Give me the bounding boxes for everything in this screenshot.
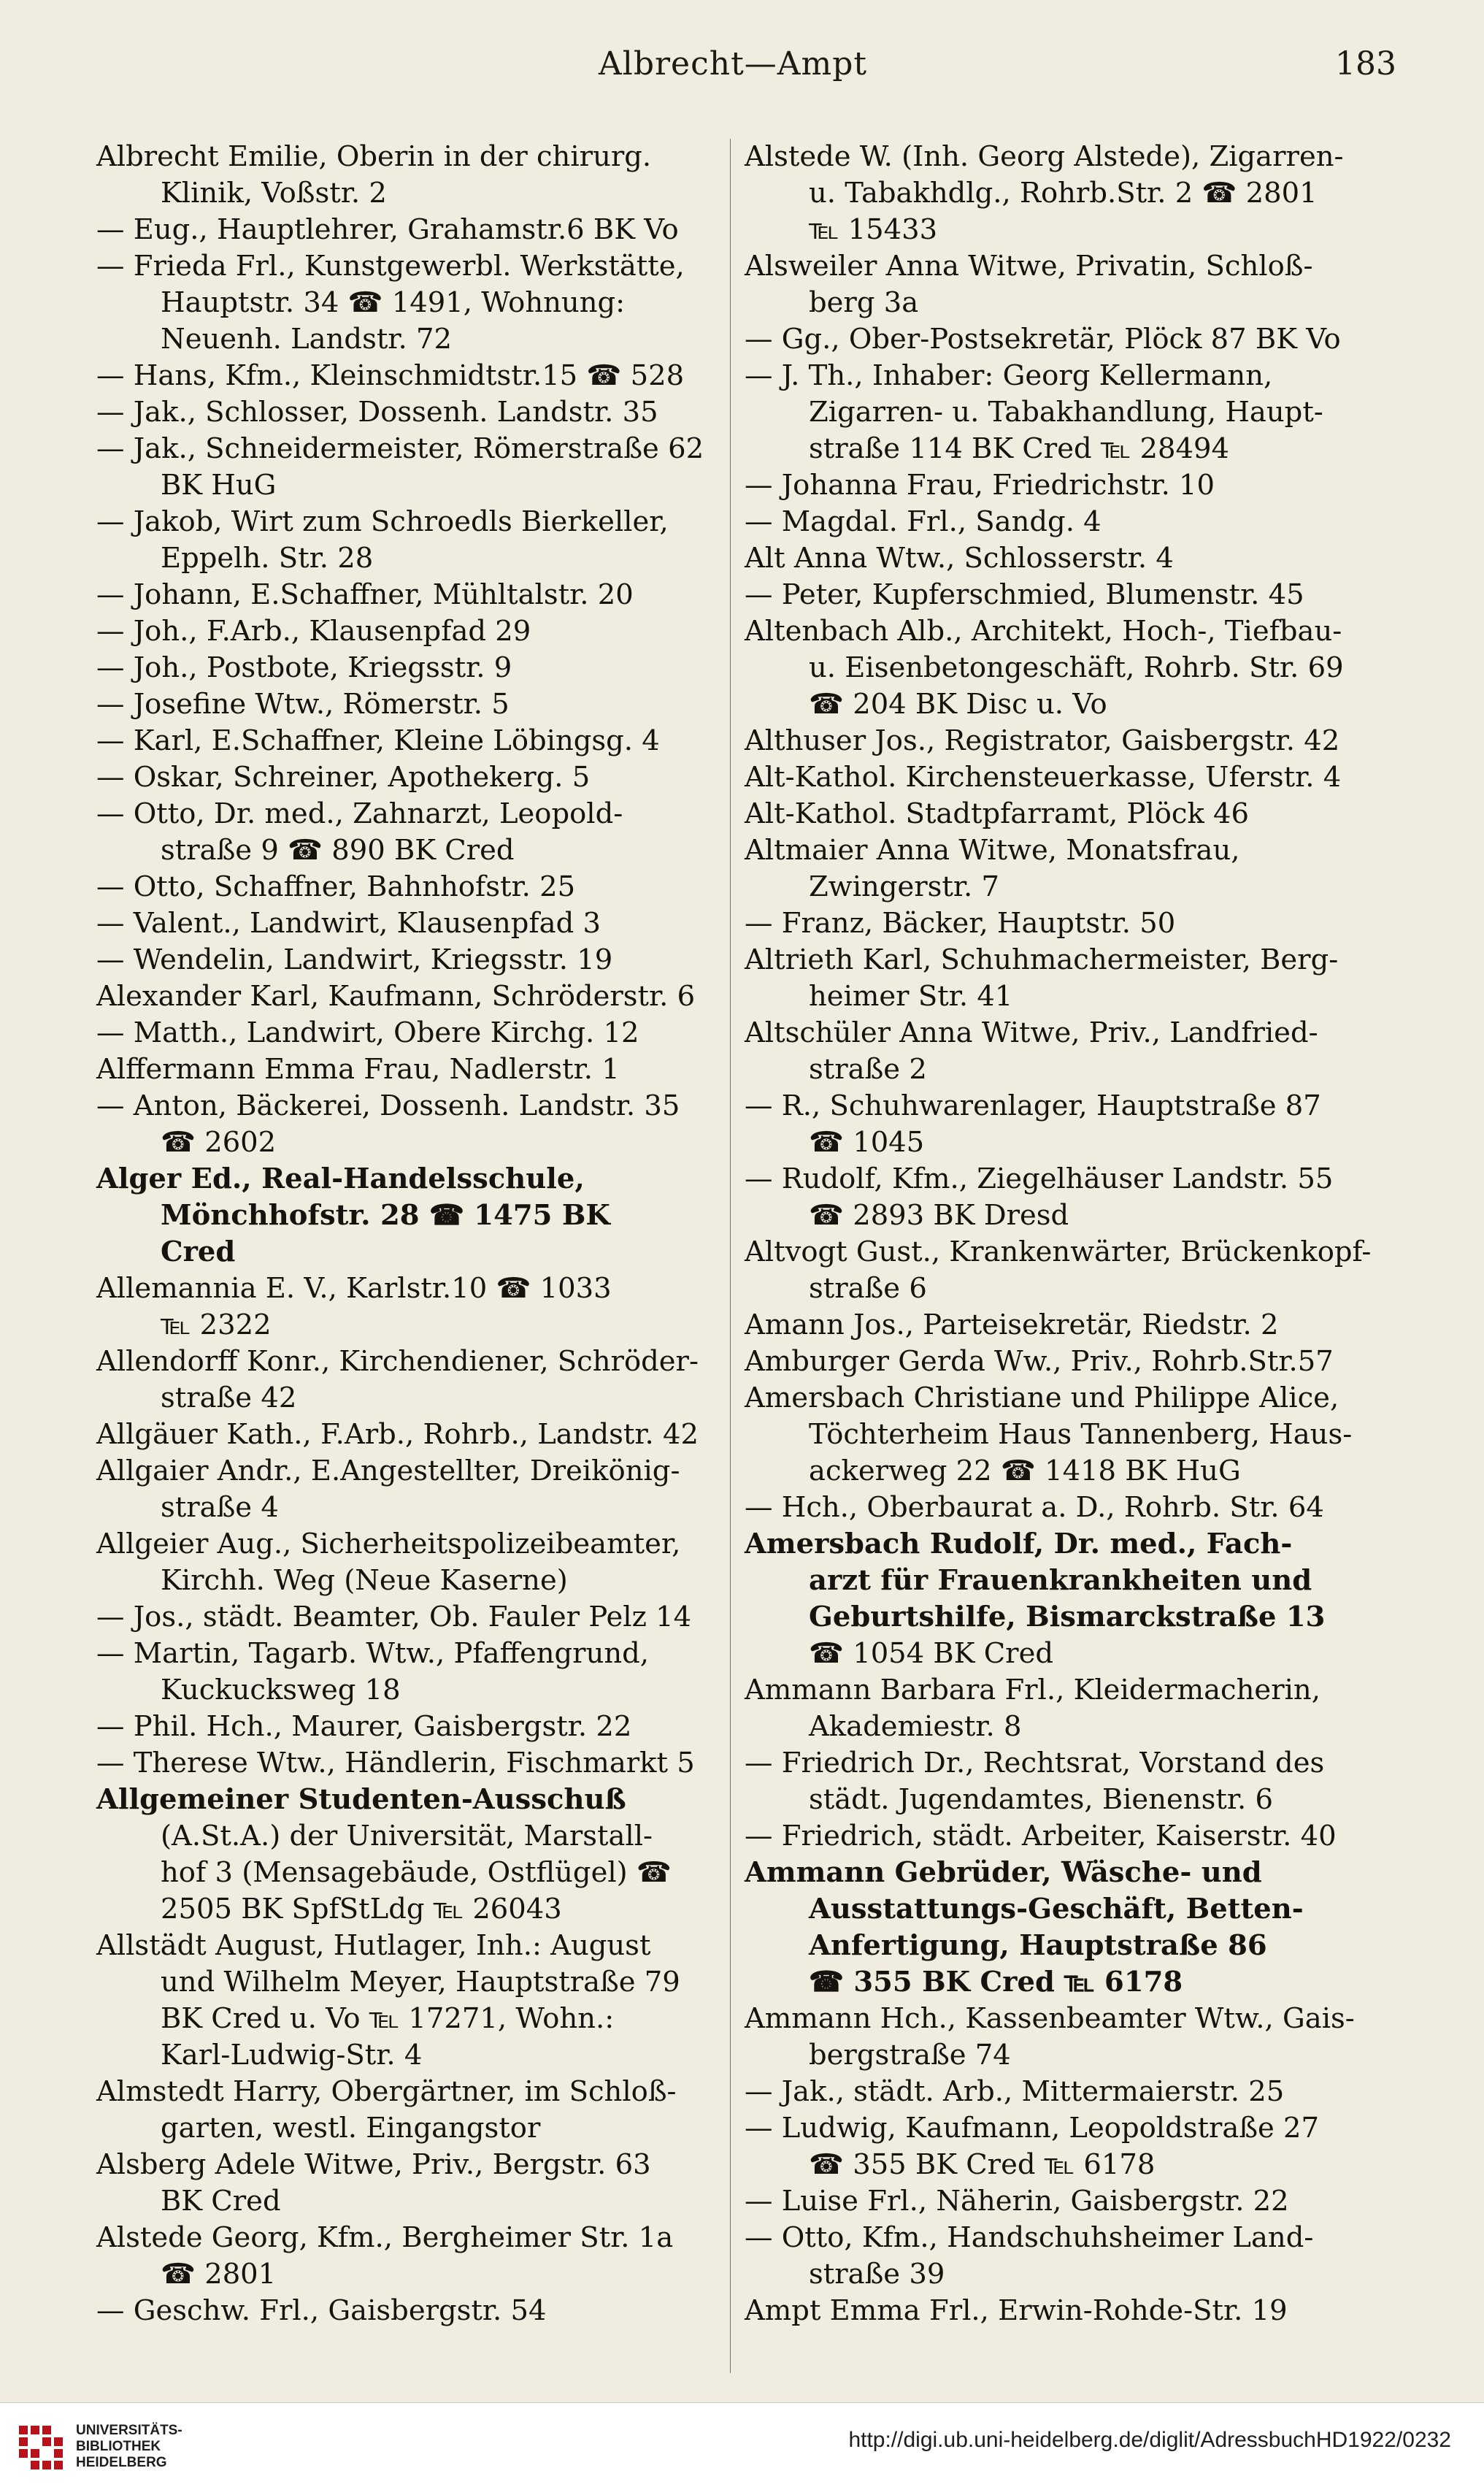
entry-continuation-line: und Wilhelm Meyer, Hauptstraße 79 [161, 1966, 680, 1999]
directory-entry [96, 1636, 723, 1709]
entry-line: — R., Schuhwarenlager, Hauptstraße 87 [745, 1089, 1321, 1122]
entry-continuation-line: straße 2 [809, 1053, 927, 1086]
entry-line: Altrieth Karl, Schuhmachermeister, Berg- [745, 943, 1339, 976]
entry-line: — Martin, Tagarb. Wtw., Pfaffengrund, [96, 1637, 650, 1670]
entry-continuation-line: ℡ 15433 [809, 213, 938, 246]
directory-entry [96, 1599, 723, 1636]
entry-line: Allgäuer Kath., F.Arb., Rohrb., Landstr. 42 [96, 1418, 699, 1451]
entry-continuation-line: Anfertigung, Hauptstraße 86 [809, 1929, 1267, 1962]
entry-line: — Franz, Bäcker, Hauptstr. 50 [745, 907, 1176, 940]
directory-entry [745, 2110, 1372, 2183]
directory-entry [96, 723, 723, 759]
entry-continuation-line: Zigarren- u. Tabakhandlung, Haupt- [809, 396, 1323, 429]
entry-line: Alffermann Emma Frau, Nadlerstr. 1 [96, 1053, 620, 1086]
directory-entry [745, 1307, 1372, 1344]
entry-continuation-line: Hauptstr. 34 ☎ 1491, Wohnung: [161, 286, 626, 319]
entry-line: — Eug., Hauptlehrer, Grahamstr.6 BK Vo [96, 213, 679, 246]
library-logo-icon [16, 2423, 66, 2471]
entry-line: — Gg., Ober-Postsekretär, Plöck 87 BK Vo [745, 323, 1341, 356]
directory-entry [745, 905, 1372, 942]
directory-entry [745, 1855, 1372, 2001]
entry-continuation-line: Zwingerstr. 7 [809, 870, 1000, 903]
directory-entry [745, 2074, 1372, 2110]
directory-entry [96, 212, 723, 248]
entry-continuation-line: straße 39 [809, 2258, 945, 2291]
directory-entry [96, 2147, 723, 2220]
entry-line: Althuser Jos., Registrator, Gaisbergstr. 42 [745, 724, 1340, 757]
directory-entry [96, 1453, 723, 1526]
entry-line: — J. Th., Inhaber: Georg Kellermann, [745, 359, 1273, 392]
entry-continuation-line: heimer Str. 41 [809, 980, 1013, 1013]
entry-line: Alexander Karl, Kaufmann, Schröderstr. 6 [96, 980, 696, 1013]
entry-line: — Joh., Postbote, Kriegsstr. 9 [96, 651, 512, 684]
directory-entry [745, 1818, 1372, 1855]
entry-line: Allgemeiner Studenten-Ausschuß [96, 1783, 626, 1816]
entry-continuation-line: ☎ 1045 [809, 1126, 925, 1159]
entry-continuation-line: ackerweg 22 ☎ 1418 BK HuG [809, 1455, 1241, 1487]
entry-continuation-line: Cred [161, 1235, 236, 1268]
entry-line: — Johanna Frau, Friedrichstr. 10 [745, 469, 1215, 502]
entry-continuation-line: hof 3 (Mensagebäude, Ostflügel) ☎ [161, 1856, 672, 1889]
entry-continuation-line: berg 3a [809, 286, 919, 319]
directory-entry [96, 869, 723, 905]
entry-line: — Anton, Bäckerei, Dossenh. Landstr. 35 [96, 1089, 680, 1122]
directory-entry [745, 2293, 1372, 2329]
entry-continuation-line: Karl-Ludwig-Str. 4 [161, 2039, 423, 2072]
left-column [96, 139, 723, 2329]
entry-line: — Ludwig, Kaufmann, Leopoldstraße 27 [745, 2112, 1320, 2145]
directory-entry [96, 1088, 723, 1161]
entry-line: — Hch., Oberbaurat a. D., Rohrb. Str. 64 [745, 1491, 1324, 1524]
directory-entry [745, 2220, 1372, 2293]
logo-line: BIBLIOTHEK [76, 2439, 161, 2454]
directory-entry [96, 1782, 723, 1928]
entry-line: — Jakob, Wirt zum Schroedls Bierkeller, [96, 505, 669, 538]
directory-entry [745, 723, 1372, 759]
directory-entry [96, 905, 723, 942]
entry-line: — Johann, E.Schaffner, Mühltalstr. 20 [96, 578, 634, 611]
entry-line: — Friedrich Dr., Rechtsrat, Vorstand des [745, 1747, 1325, 1779]
entry-line: Alt Anna Wtw., Schlosserstr. 4 [745, 542, 1174, 575]
directory-entry [96, 759, 723, 796]
running-head: Albrecht—Ampt [599, 45, 868, 83]
directory-entry [745, 358, 1372, 467]
entry-continuation-line: ☎ 1054 BK Cred [809, 1637, 1053, 1670]
directory-entry [745, 796, 1372, 832]
entry-continuation-line: ☎ 204 BK Disc u. Vo [809, 688, 1107, 721]
entry-line: — Luise Frl., Näherin, Gaisbergstr. 22 [745, 2185, 1289, 2218]
entry-line: Allgaier Andr., E.Angestellter, Dreikönig- [96, 1455, 680, 1487]
directory-entry [96, 577, 723, 613]
directory-entry [96, 1928, 723, 2074]
directory-entry [745, 613, 1372, 723]
directory-entry [96, 1709, 723, 1745]
entry-continuation-line: Töchterheim Haus Tannenberg, Haus- [809, 1418, 1353, 1451]
entry-continuation-line: ☎ 2801 [161, 2258, 277, 2291]
entry-line: Altmaier Anna Witwe, Monatsfrau, [745, 834, 1240, 867]
entry-continuation-line: städt. Jugendamtes, Bienenstr. 6 [809, 1783, 1273, 1816]
directory-entry [745, 759, 1372, 796]
entry-line: — Jak., Schlosser, Dossenh. Landstr. 35 [96, 396, 658, 429]
entry-continuation-line: garten, westl. Eingangstor [161, 2112, 541, 2145]
directory-entry [96, 431, 723, 504]
entry-continuation-line: BK Cred u. Vo ℡ 17271, Wohn.: [161, 2002, 615, 2035]
entry-line: Amann Jos., Parteisekretär, Riedstr. 2 [745, 1308, 1279, 1341]
directory-entry [96, 1271, 723, 1344]
entry-line: — Friedrich, städt. Arbeiter, Kaiserstr. 40 [745, 1820, 1337, 1852]
entry-line: Altvogt Gust., Krankenwärter, Brückenkopf- [745, 1235, 1372, 1268]
directory-entry [96, 978, 723, 1015]
entry-line: — Jos., städt. Beamter, Ob. Fauler Pelz 14 [96, 1601, 692, 1633]
entry-line: Amburger Gerda Ww., Priv., Rohrb.Str.57 [745, 1345, 1334, 1378]
entry-line: Allgeier Aug., Sicherheitspolizeibeamter, [96, 1528, 681, 1560]
entry-line: Alsweiler Anna Witwe, Privatin, Schloß- [745, 250, 1313, 283]
entry-continuation-line: ☎ 355 BK Cred ℡ 6178 [809, 2148, 1156, 2181]
directory-entry [745, 1526, 1372, 1672]
entry-line: — Jak., Schneidermeister, Römerstraße 62 [96, 432, 704, 465]
directory-entry [745, 2001, 1372, 2074]
entry-line: — Otto, Kfm., Handschuhsheimer Land- [745, 2221, 1314, 2254]
directory-entry [745, 1672, 1372, 1745]
entry-continuation-line: Mönchhofstr. 28 ☎ 1475 BK [161, 1199, 610, 1232]
entry-continuation-line: straße 9 ☎ 890 BK Cred [161, 834, 515, 867]
directory-entry [745, 321, 1372, 358]
entry-line: Alt-Kathol. Stadtpfarramt, Plöck 46 [745, 797, 1250, 830]
directory-entry [96, 650, 723, 686]
entry-line: — Otto, Dr. med., Zahnarzt, Leopold- [96, 797, 623, 830]
directory-entry [745, 1380, 1372, 1490]
directory-entry [96, 2074, 723, 2147]
library-logo-text [76, 2423, 182, 2471]
entry-line: Altschüler Anna Witwe, Priv., Landfried- [745, 1016, 1318, 1049]
entry-line: Almstedt Harry, Obergärtner, im Schloß- [96, 2075, 677, 2108]
directory-entry [745, 139, 1372, 248]
directory-entry [96, 1526, 723, 1599]
entry-continuation-line: ☎ 355 BK Cred ℡ 6178 [809, 1966, 1183, 1999]
directory-entry [745, 1745, 1372, 1818]
entry-continuation-line: straße 114 BK Cred ℡ 28494 [809, 432, 1229, 465]
entry-continuation-line: 2505 BK SpfStLdg ℡ 26043 [161, 1893, 562, 1925]
entry-line: Alstede Georg, Kfm., Bergheimer Str. 1a [96, 2221, 674, 2254]
directory-entry [745, 467, 1372, 504]
entry-line: Ammann Barbara Frl., Kleidermacherin, [745, 1674, 1320, 1706]
entry-continuation-line: BK HuG [161, 469, 277, 502]
entry-line: Ammann Gebrüder, Wäsche- und [745, 1856, 1262, 1889]
directory-entry [96, 796, 723, 869]
entry-line: — Rudolf, Kfm., Ziegelhäuser Landstr. 55 [745, 1162, 1334, 1195]
entry-line: Alstede W. (Inh. Georg Alstede), Zigarren- [745, 140, 1344, 173]
directory-entry [745, 577, 1372, 613]
directory-entry [96, 504, 723, 577]
entry-line: Ampt Emma Frl., Erwin-Rohde-Str. 19 [745, 2294, 1288, 2327]
entry-line: Ammann Hch., Kassenbeamter Wtw., Gais- [745, 2002, 1355, 2035]
entry-continuation-line: arzt für Frauenkrankheiten und [809, 1564, 1312, 1597]
entry-line: — Peter, Kupferschmied, Blumenstr. 45 [745, 578, 1304, 611]
entry-continuation-line: straße 6 [809, 1272, 927, 1305]
entry-line: — Hans, Kfm., Kleinschmidtstr.15 ☎ 528 [96, 359, 685, 392]
directory-entry [96, 1745, 723, 1782]
directory-entry [96, 1051, 723, 1088]
entry-line: Alsberg Adele Witwe, Priv., Bergstr. 63 [96, 2148, 651, 2181]
directory-entry [96, 613, 723, 650]
directory-entry [745, 832, 1372, 905]
entry-continuation-line: ℡ 2322 [161, 1308, 272, 1341]
entry-line: Albrecht Emilie, Oberin in der chirurg. [96, 140, 652, 173]
entry-line: Alger Ed., Real-Handelsschule, [96, 1162, 585, 1195]
directory-entry [745, 1490, 1372, 1526]
entry-continuation-line: u. Tabakhdlg., Rohrb.Str. 2 ☎ 2801 [809, 177, 1318, 210]
entry-continuation-line: (A.St.A.) der Universität, Marstall- [161, 1820, 653, 1852]
directory-entry [96, 1417, 723, 1453]
entry-continuation-line: straße 4 [161, 1491, 279, 1524]
entry-continuation-line: ☎ 2602 [161, 1126, 277, 1159]
directory-entry [96, 139, 723, 212]
entry-line: Allemannia E. V., Karlstr.10 ☎ 1033 [96, 1272, 612, 1305]
entry-continuation-line: Ausstattungs-Geschäft, Betten- [809, 1893, 1304, 1925]
entry-line: — Frieda Frl., Kunstgewerbl. Werkstätte, [96, 250, 685, 283]
entry-line: — Jak., städt. Arb., Mittermaierstr. 25 [745, 2075, 1285, 2108]
entry-continuation-line: Neuenh. Landstr. 72 [161, 323, 452, 356]
directory-entry [745, 1161, 1372, 1234]
directory-entry [745, 1234, 1372, 1307]
column-divider [730, 139, 731, 2373]
entry-continuation-line: u. Eisenbetongeschäft, Rohrb. Str. 69 [809, 651, 1344, 684]
directory-entry [745, 942, 1372, 1015]
entry-line: — Josefine Wtw., Römerstr. 5 [96, 688, 510, 721]
entry-line: — Valent., Landwirt, Klausenpfad 3 [96, 907, 601, 940]
directory-entry [96, 686, 723, 723]
directory-entry [96, 358, 723, 394]
entry-line: — Magdal. Frl., Sandg. 4 [745, 505, 1102, 538]
entry-line: — Wendelin, Landwirt, Kriegsstr. 19 [96, 943, 613, 976]
source-url-link[interactable]: http://digi.ub.uni-heidelberg.de/diglit/AdressbuchHD1922/0232 [848, 2428, 1451, 2452]
directory-entry [96, 2293, 723, 2329]
entry-line: — Karl, E.Schaffner, Kleine Löbingsg. 4 [96, 724, 660, 757]
directory-entry [96, 1344, 723, 1417]
entry-line: — Matth., Landwirt, Obere Kirchg. 12 [96, 1016, 639, 1049]
directory-entry [745, 1344, 1372, 1380]
entry-continuation-line: ☎ 2893 BK Dresd [809, 1199, 1069, 1232]
entry-line: Altenbach Alb., Architekt, Hoch-, Tiefbau- [745, 615, 1342, 648]
entry-line: Alt-Kathol. Kirchensteuerkasse, Uferstr. 4 [745, 761, 1342, 794]
entry-line: Amersbach Rudolf, Dr. med., Fach- [745, 1528, 1293, 1560]
directory-entry [745, 504, 1372, 540]
page-number: 183 [1335, 45, 1396, 83]
entry-line: — Therese Wtw., Händlerin, Fischmarkt 5 [96, 1747, 695, 1779]
entry-continuation-line: Kirchh. Weg (Neue Kaserne) [161, 1564, 568, 1597]
directory-entry [745, 2183, 1372, 2220]
directory-entry [96, 394, 723, 431]
entry-continuation-line: bergstraße 74 [809, 2039, 1011, 2072]
right-column [745, 139, 1372, 2329]
directory-entry [96, 1161, 723, 1271]
logo-line: UNIVERSITÄTS- [76, 2423, 182, 2438]
entry-line: — Oskar, Schreiner, Apothekerg. 5 [96, 761, 591, 794]
directory-entry [96, 2220, 723, 2293]
directory-entry [96, 248, 723, 358]
entry-continuation-line: Kuckucksweg 18 [161, 1674, 401, 1706]
entry-line: — Geschw. Frl., Gaisbergstr. 54 [96, 2294, 547, 2327]
entry-continuation-line: BK Cred [161, 2185, 281, 2218]
entry-continuation-line: straße 42 [161, 1382, 297, 1414]
entry-line: Allendorff Konr., Kirchendiener, Schröder- [96, 1345, 699, 1378]
entry-line: — Phil. Hch., Maurer, Gaisbergstr. 22 [96, 1710, 632, 1743]
entry-continuation-line: Geburtshilfe, Bismarckstraße 13 [809, 1601, 1326, 1633]
directory-entry [745, 1088, 1372, 1161]
logo-line: HEIDELBERG [76, 2455, 167, 2470]
entry-continuation-line: Klinik, Voßstr. 2 [161, 177, 387, 210]
directory-entry [96, 942, 723, 978]
entry-line: — Otto, Schaffner, Bahnhofstr. 25 [96, 870, 576, 903]
entry-continuation-line: Eppelh. Str. 28 [161, 542, 374, 575]
directory-entry [745, 248, 1372, 321]
directory-entry [96, 1015, 723, 1051]
entry-line: Amersbach Christiane und Philippe Alice, [745, 1382, 1339, 1414]
entry-line: Allstädt August, Hutlager, Inh.: August [96, 1929, 651, 1962]
entry-continuation-line: Akademiestr. 8 [809, 1710, 1022, 1743]
directory-entry [745, 1015, 1372, 1088]
directory-entry [745, 540, 1372, 577]
entry-line: — Joh., F.Arb., Klausenpfad 29 [96, 615, 531, 648]
